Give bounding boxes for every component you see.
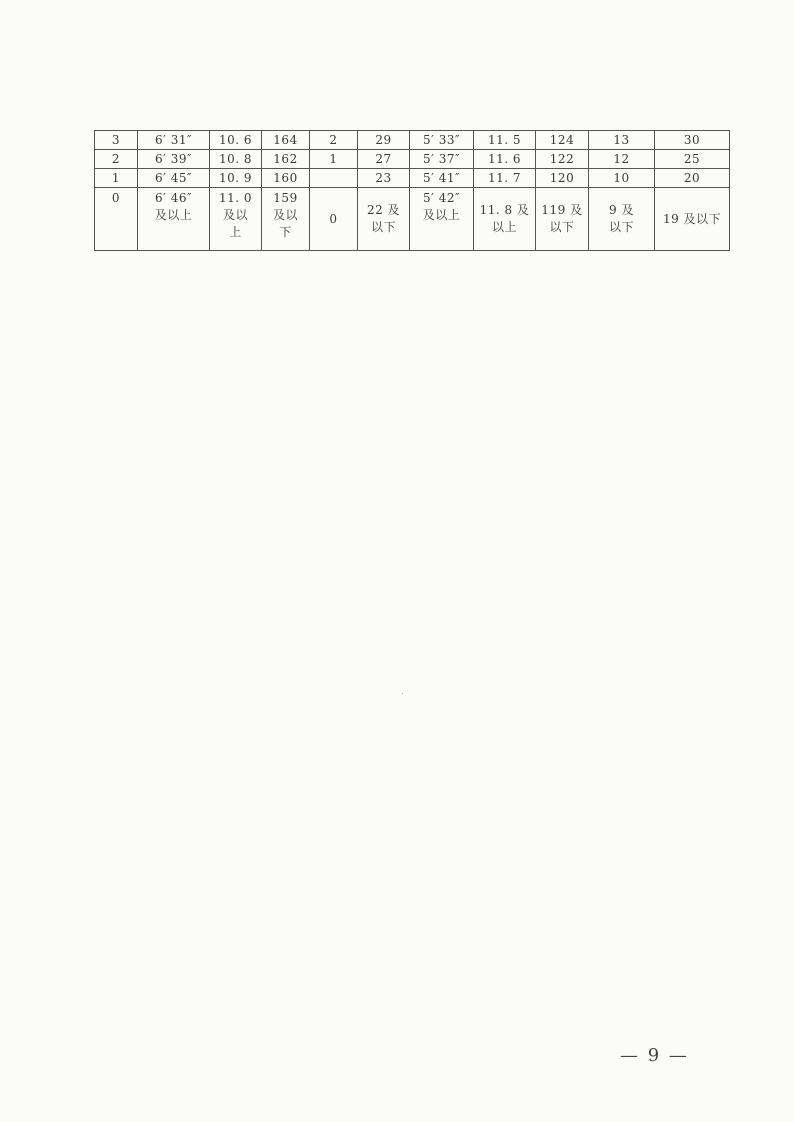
table-cell: 11. 5 (474, 131, 536, 150)
table-cell: 10. 9 (210, 169, 262, 188)
cell-text: 0 (329, 211, 338, 226)
cell-text: 5′ 42″ (423, 191, 460, 205)
cell-text: 及以上 (154, 208, 193, 222)
table-cell (95, 188, 138, 251)
table-cell: 27 (358, 150, 410, 169)
table-cell: 10. 6 (210, 131, 262, 150)
cell-text: 以下 (608, 220, 634, 234)
table-cell: 11. 7 (474, 169, 536, 188)
cell-text: 以下 (549, 220, 575, 234)
table-cell (138, 188, 210, 251)
table-cell (410, 188, 474, 251)
cell-text: 上 (229, 225, 242, 239)
table-cell (358, 188, 410, 251)
table-cell: 29 (358, 131, 410, 150)
table-cell: 6′ 31″ (138, 131, 210, 150)
cell-text: 下 (279, 225, 292, 239)
table-cell: 25 (655, 150, 730, 169)
table-cell: 2 (95, 150, 138, 169)
cell-text: 11. 8 及 (479, 203, 530, 217)
cell-text: 以上 (491, 220, 517, 234)
table-cell (262, 188, 310, 251)
table-row (95, 131, 730, 150)
score-table (94, 130, 730, 251)
table-cell: 162 (262, 150, 310, 169)
cell-text: 9 及 (609, 203, 634, 217)
table-cell: 1 (95, 169, 138, 188)
cell-text: 6′ 46″ (155, 191, 192, 205)
table-cell: 6′ 45″ (138, 169, 210, 188)
table-cell: 23 (358, 169, 410, 188)
table-cell (474, 188, 536, 251)
cell-text: 119 及 (541, 203, 583, 217)
table-cell (310, 188, 358, 251)
cell-text: 及以上 (422, 208, 461, 222)
cell-text: 及以 (272, 208, 298, 222)
cell-text: 0 (111, 191, 121, 205)
table-cell: 5′ 41″ (410, 169, 474, 188)
table-cell: 120 (536, 169, 589, 188)
table-cell: 164 (262, 131, 310, 150)
table-cell: 1 (310, 150, 358, 169)
page-number: — 9 — (620, 1045, 689, 1066)
table-cell: 122 (536, 150, 589, 169)
table-cell: 160 (262, 169, 310, 188)
table-cell (210, 188, 262, 251)
table-cell (655, 188, 730, 251)
table-cell: 13 (589, 131, 655, 150)
table-cell: 10 (589, 169, 655, 188)
cell-text: 22 及 (366, 203, 401, 217)
table-cell: 5′ 37″ (410, 150, 474, 169)
table-cell: 2 (310, 131, 358, 150)
table-cell: 20 (655, 169, 730, 188)
table-row (95, 150, 730, 169)
cell-text: 及以 (222, 208, 248, 222)
table-cell: 11. 6 (474, 150, 536, 169)
cell-text: 19 及以下 (662, 211, 722, 226)
table-cell: 124 (536, 131, 589, 150)
scan-speck (402, 693, 403, 694)
table-row (95, 188, 730, 251)
table-cell (310, 169, 358, 188)
cell-text: 159 (273, 191, 298, 205)
table-cell: 3 (95, 131, 138, 150)
table-cell (536, 188, 589, 251)
table-cell: 10. 8 (210, 150, 262, 169)
table-cell (589, 188, 655, 251)
table-cell: 5′ 33″ (410, 131, 474, 150)
cell-text: 11. 0 (218, 191, 253, 205)
table-cell: 12 (589, 150, 655, 169)
table-cell: 6′ 39″ (138, 150, 210, 169)
cell-text: 以下 (370, 220, 396, 234)
table-row (95, 169, 730, 188)
table-cell: 30 (655, 131, 730, 150)
